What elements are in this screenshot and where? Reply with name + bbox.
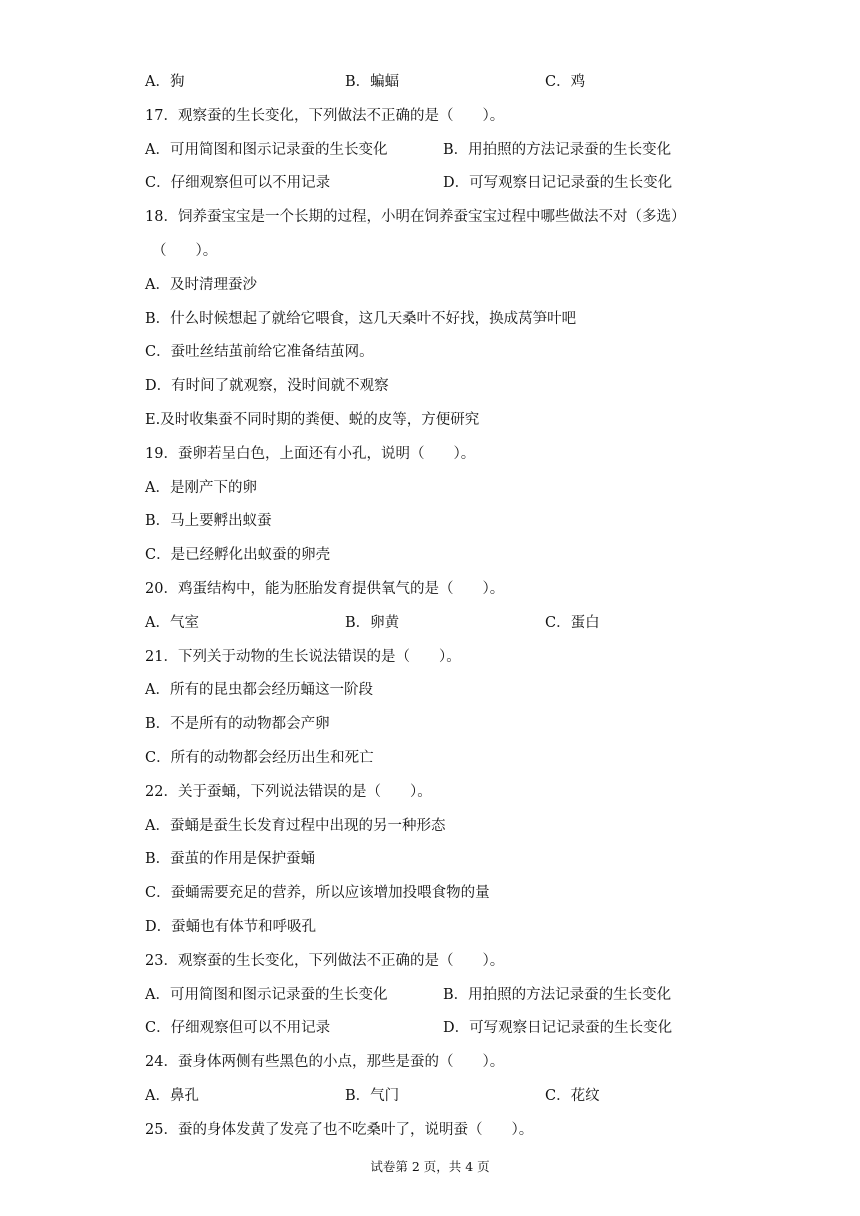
text-line: 20．鸡蛋结构中，能为胚胎发育提供氧气的是（ ）。	[145, 581, 505, 597]
text-line: 22．关于蚕蛹，下列说法错误的是（ ）。	[145, 783, 432, 800]
answer-option: A．狗	[145, 74, 185, 90]
text-line: B．什么时候想起了就给它喂食，这几天桑叶不好找，换成莴笋叶吧	[145, 310, 577, 327]
text-line: A．是刚产下的卵	[145, 479, 257, 496]
answer-option: C．仔细观察但可以不用记录	[145, 1020, 331, 1037]
answer-option: C．蛋白	[545, 614, 600, 631]
text-line: B．蚕茧的作用是保护蚕蛹	[145, 851, 316, 868]
text-line: C．蚕吐丝结茧前给它准备结茧网。	[145, 344, 374, 361]
text-line: A．及时清理蚕沙	[145, 276, 257, 293]
text-line: C．蚕蛹需要充足的营养，所以应该增加投喂食物的量	[145, 885, 490, 902]
answer-option: A．鼻孔	[145, 1088, 199, 1104]
answer-option: B．用拍照的方法记录蚕的生长变化	[443, 141, 672, 158]
answer-option: A．可用简图和图示记录蚕的生长变化	[145, 986, 388, 1003]
answer-option: C．花纹	[545, 1088, 600, 1104]
answer-option: B．用拍照的方法记录蚕的生长变化	[443, 986, 672, 1003]
text-line: 23．观察蚕的生长变化，下列做法不正确的是（ ）。	[145, 952, 505, 969]
answer-option: A．可用简图和图示记录蚕的生长变化	[145, 141, 388, 158]
text-line: 19．蚕卵若呈白色，上面还有小孔，说明（ ）。	[145, 445, 476, 462]
text-line: C．是已经孵化出蚁蚕的卵壳	[145, 547, 331, 564]
text-line: 21．下列关于动物的生长说法错误的是（ ）。	[145, 648, 461, 665]
answer-option: C．鸡	[545, 74, 586, 90]
text-line: C．所有的动物都会经历出生和死亡	[145, 750, 374, 766]
text-line: 18．饲养蚕宝宝是一个长期的过程，小明在饲养蚕宝宝过程中哪些做法不对（多选）	[145, 209, 686, 226]
text-line: 25．蚕的身体发黄了发亮了也不吃桑叶了，说明蚕（ ）。	[145, 1121, 534, 1138]
text-line: 24．蚕身体两侧有些黑色的小点，那些是蚕的（ ）。	[145, 1054, 505, 1071]
page-footer: 试卷第 2 页，共 4 页	[370, 1159, 490, 1174]
text-line: （ ）。	[152, 243, 218, 259]
answer-option: C．仔细观察但可以不用记录	[145, 175, 331, 192]
answer-option: A．气室	[145, 614, 199, 631]
text-line: D．有时间了就观察，没时间就不观察	[145, 378, 389, 395]
answer-option: D．可写观察日记记录蚕的生长变化	[443, 175, 673, 192]
text-line: D．蚕蛹也有体节和呼吸孔	[145, 919, 317, 935]
answer-option: D．可写观察日记记录蚕的生长变化	[443, 1020, 673, 1037]
text-line: A．蚕蛹是蚕生长发育过程中出现的另一种形态	[145, 817, 446, 834]
text-line: 17．观察蚕的生长变化，下列做法不正确的是（ ）。	[145, 107, 505, 124]
answer-option: B．气门	[345, 1088, 400, 1104]
text-line: A．所有的昆虫都会经历蛹这一阶段	[145, 682, 373, 699]
answer-option: B．卵黄	[345, 614, 400, 631]
text-line: B．不是所有的动物都会产卵	[145, 716, 330, 733]
answer-option: B．蝙蝠	[345, 74, 400, 90]
text-line: B．马上要孵出蚁蚕	[145, 513, 272, 530]
text-line: E.及时收集蚕不同时期的粪便、蜕的皮等，方便研究	[145, 412, 480, 428]
